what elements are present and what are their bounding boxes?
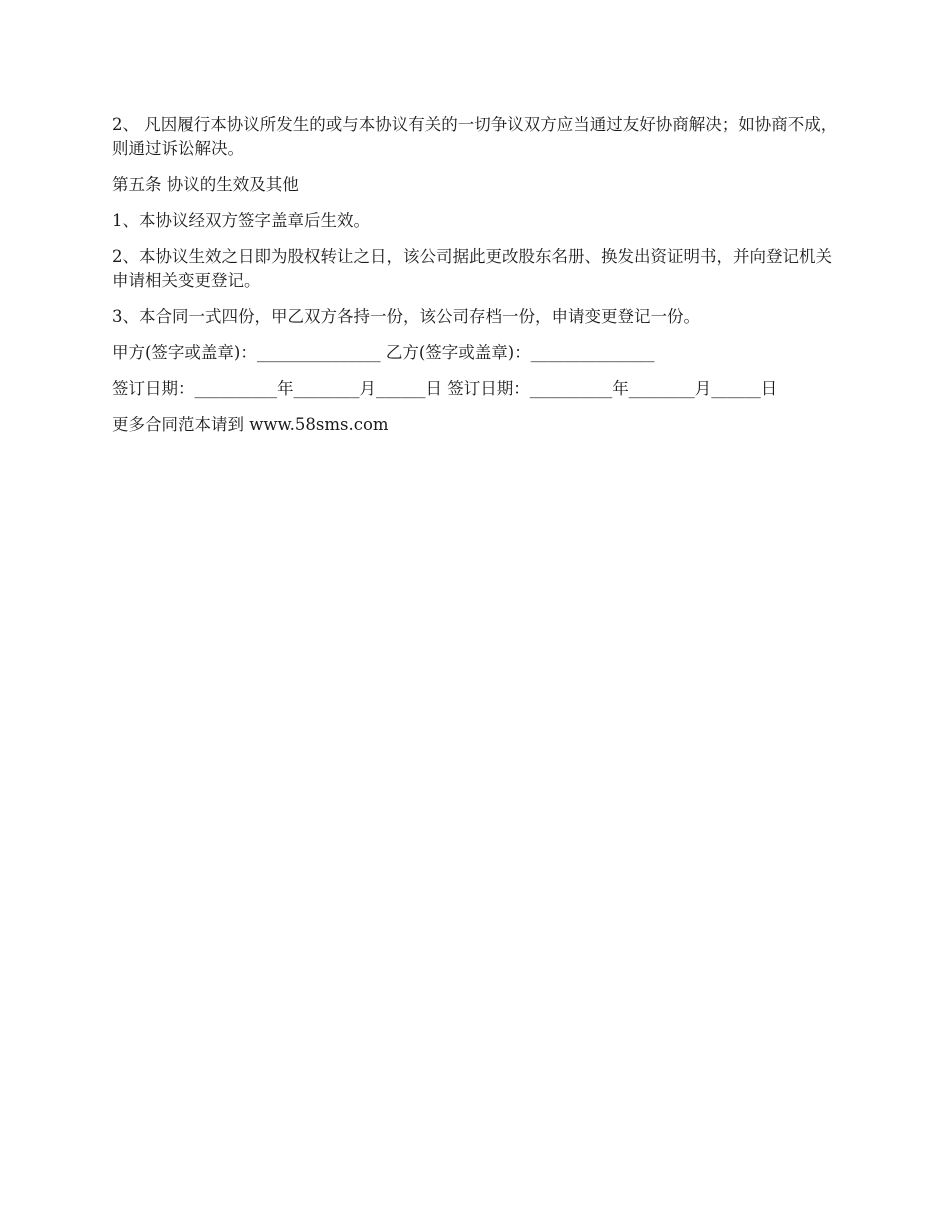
effective-clause-1: 1、本协议经双方签字盖章后生效。 xyxy=(112,211,370,230)
effective-clause-3: 3、本合同一式四份，甲乙双方各持一份，该公司存档一份，申请变更登记一份。 xyxy=(112,307,700,326)
article-five-heading: 第五条 协议的生效及其他 xyxy=(112,175,299,194)
signing-date-line: 签订日期：__________年________月______日 签订日期：__________年________月______日 xyxy=(112,379,778,398)
signature-line: 甲方(签字或盖章)：_______________ 乙方(签字或盖章)：_______________ xyxy=(112,343,655,362)
effective-clause-2: 2、本协议生效之日即为股权转让之日，该公司据此更改股东名册、换发出资证明书，并向登记机关申请相关变更登记。 xyxy=(112,247,832,290)
dispute-resolution-clause: 2、 凡因履行本协议所发生的或与本协议有关的一切争议双方应当通过友好协商解决；如协商不成，则通过诉讼解决。 xyxy=(112,115,838,158)
document-page xyxy=(112,113,838,449)
footer-link-text: 更多合同范本请到 www.58sms.com xyxy=(112,415,389,434)
